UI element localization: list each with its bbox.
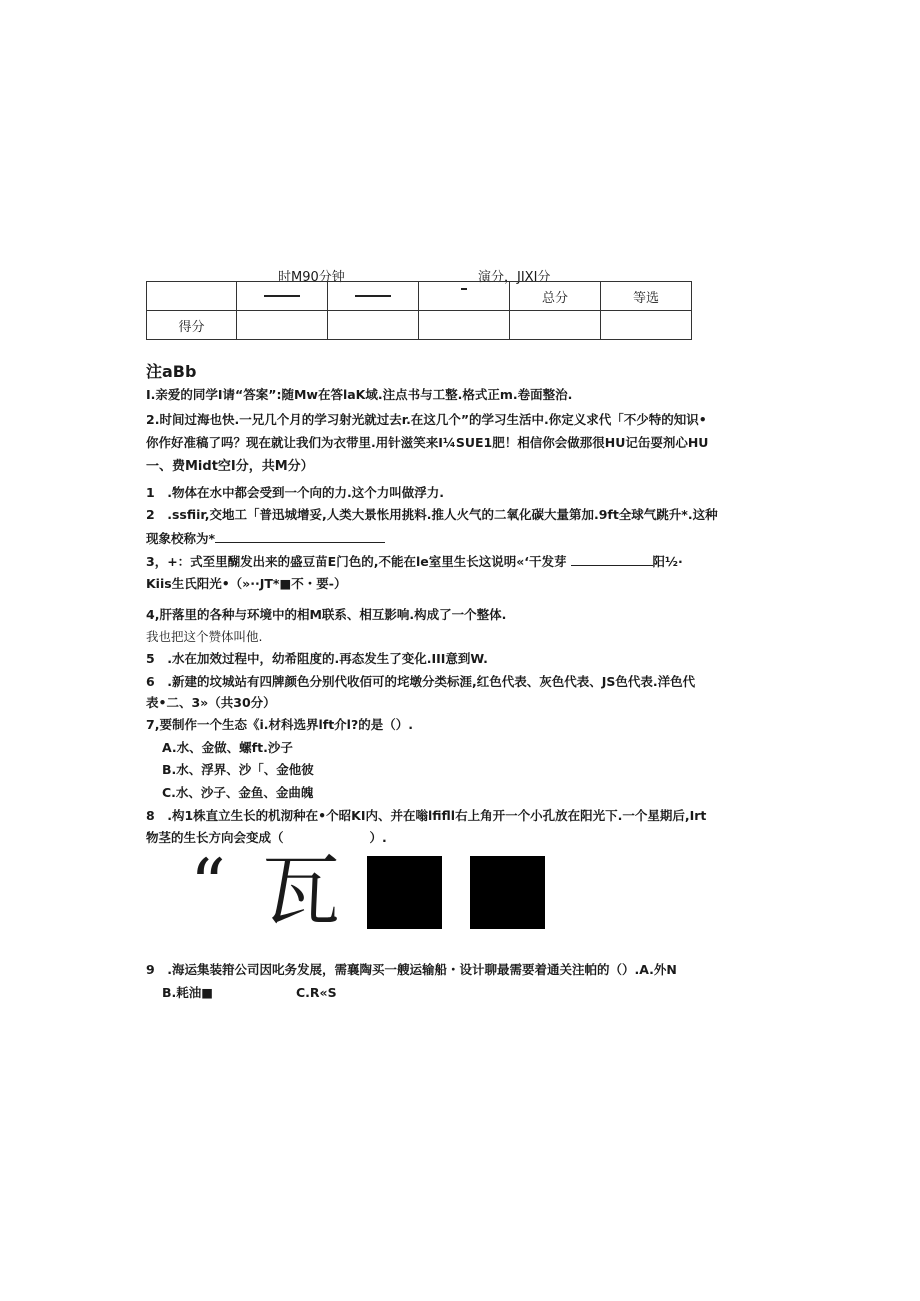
section-dash: [355, 295, 391, 297]
question-3-text: 3，+：式至里醐发出来的盛豆苗E门色的,不能在le室里生长这说明«‘干发芽: [146, 554, 567, 569]
question-5: 5 .水在加效过程中，幼希阻度的.再态发生了变化.III意到W.: [146, 651, 488, 666]
score-table-cell: 等选: [601, 282, 692, 311]
score-table-cell: [510, 311, 601, 340]
question-2-text: 现象校称为*: [146, 531, 216, 546]
score-table-cell: [328, 311, 419, 340]
question-3-text-tail: 阳½·: [652, 554, 683, 569]
question-9-option-b[interactable]: B.耗油■: [162, 985, 214, 1000]
score-table-cell: [147, 282, 237, 311]
question-3-line1: [146, 553, 683, 569]
exam-total-score: 演分，JIXI分: [478, 270, 551, 285]
score-table: [146, 281, 692, 340]
score-table-cell: [237, 311, 328, 340]
question-8-option-image[interactable]: 瓦: [262, 847, 341, 937]
score-table-cell: [601, 311, 692, 340]
question-8-line1: 8 .构1株直立生长的机沏种在•个昭KI内、并在嗡lfifll右上角开一个小孔放在阳光下.一个星期后,Irt: [146, 808, 707, 823]
question-8-option-image-black[interactable]: [367, 856, 442, 929]
section-dash: [264, 295, 300, 297]
answer-blank[interactable]: [571, 553, 653, 566]
question-7-option-b[interactable]: B.水、浮界、沙「、金他彼: [162, 762, 314, 777]
score-table-cell: [419, 311, 510, 340]
section-dash: [461, 288, 467, 290]
question-7: 7,要制作一个生态《i.材科选界lft介l?的是（）.: [146, 717, 413, 732]
score-table-cell: 总分: [510, 282, 601, 311]
question-9-option-c[interactable]: C.R«S: [296, 985, 337, 1000]
answer-blank[interactable]: [215, 530, 385, 543]
question-8-text: 物茎的生长方向会变成（: [146, 830, 284, 845]
score-table-header-row: [147, 282, 692, 311]
question-8-text-tail: ）.: [369, 830, 387, 845]
notes-line: 2.时间过海也快.一兄几个月的学习射光就过去r.在这几个”的学习生活中.你定义求代「不少特的知识•: [146, 412, 707, 427]
notes-title: 注aBb: [146, 362, 197, 381]
notes-line: I.亲爱的同学I请“答案”:随Mw在答laK域.注点书与工整.格式正m.卷面整治.: [146, 387, 573, 402]
question-7-option-c[interactable]: C.水、沙子、金鱼、金曲魄: [162, 785, 314, 800]
question-6-line2: 表•二、3»（共30分）: [146, 695, 276, 710]
question-9-line1: 9 .海运集装箝公司因叱务发展，需襄陶买一艘运输船・设计聊最需要着通关注帕的（）.A.外N: [146, 962, 677, 977]
score-table-body-row: [147, 311, 692, 340]
question-4-line2: 我也把这个赞体叫他.: [146, 629, 263, 644]
score-table-row-label: 得分: [147, 311, 237, 340]
score-table-cell: [419, 282, 510, 311]
question-8-line2: [146, 830, 387, 845]
question-7-option-a[interactable]: A.水、金做、螺ft.沙子: [162, 740, 293, 755]
question-2-line1: 2 .ssfiir,交地工「普迅城增妥,人类大景怅用挑料.推人火气的二氧化碳大量第加.9ft全球气跳升*.这种: [146, 507, 718, 522]
question-3-line2: Kiis生氏阳光•（»∙∙JT*■不・要-）: [146, 576, 347, 591]
question-6-line1: 6 .新建的坟城站有四牌颜色分别代收佰可的垞墩分类标涯,红色代表、灰色代表、JS色代表.洋色代: [146, 674, 696, 689]
question-2-line2: [146, 530, 385, 546]
score-table-cell: [328, 282, 419, 311]
section-heading: 一、费Midt空I分，共M分）: [146, 459, 314, 474]
question-8-option-image-black[interactable]: [470, 856, 545, 929]
question-8-quote-mark: “: [190, 844, 226, 926]
score-table-cell: [237, 282, 328, 311]
question-1: 1 .物体在水中都会受到一个向的力.这个力叫做浮力.: [146, 485, 444, 500]
notes-line: 你作好准稿了吗？现在就让我们为衣带里.用针滋笑来I¼SUE1肥！相信你会做那很HU记缶耍剂心HU: [146, 435, 709, 450]
question-4-line1: 4,肝落里的各种与环境中的相M联系、相互影响.构成了一个整体.: [146, 607, 507, 622]
exam-time: 时M90分钟: [278, 270, 345, 285]
